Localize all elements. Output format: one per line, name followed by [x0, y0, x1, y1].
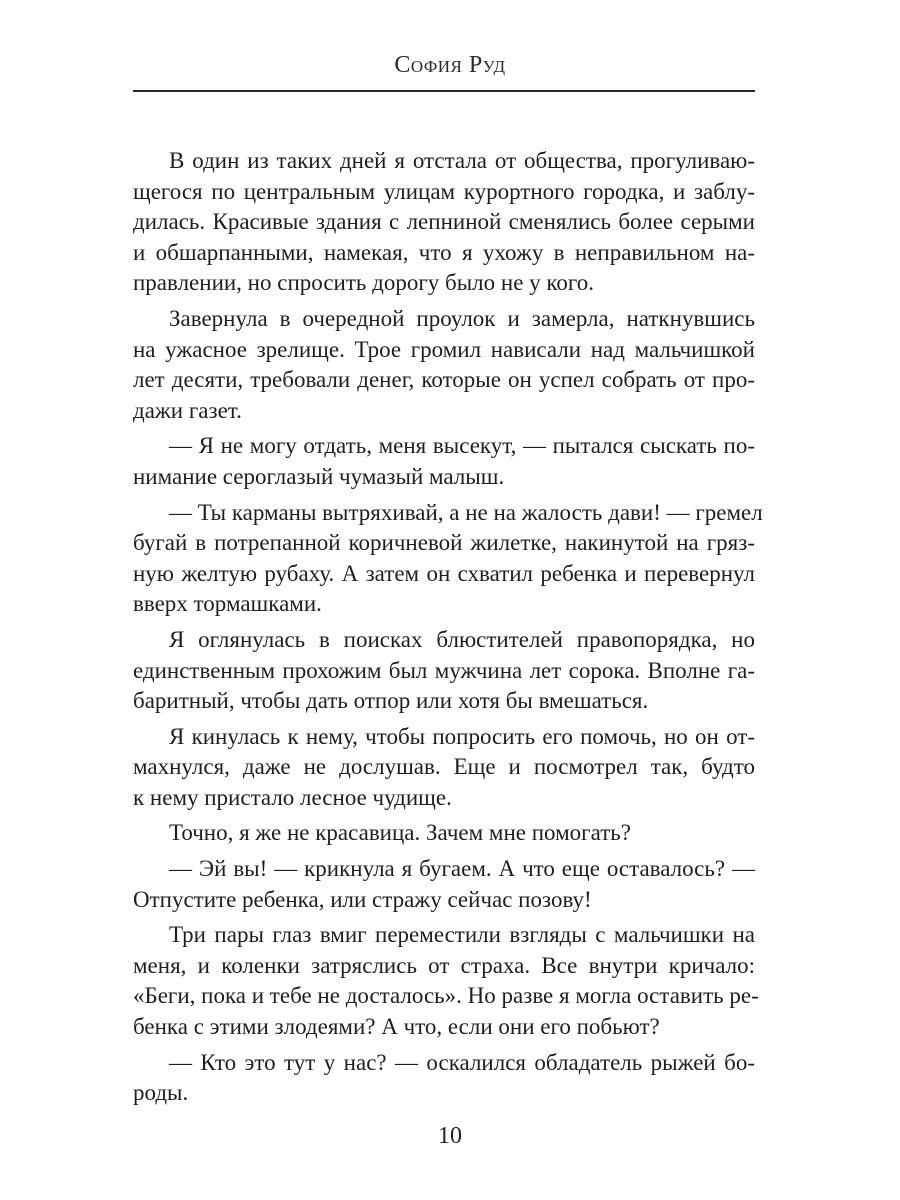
- text-line: «Беги, пока и тебе не досталось». Но разве я могла оставить ре-: [133, 983, 759, 1009]
- text-line: единственным прохожим был мужчина лет сорока. Вполне га-: [133, 657, 755, 683]
- paragraph: [133, 818, 755, 849]
- text-line: баритный, чтобы дать отпор или хотя бы вмешаться.: [133, 688, 649, 714]
- text-line: нимание сероглазый чумазый малыш.: [133, 463, 505, 489]
- text-line: бугай в потрепанной коричневой жилетке, накинутой на гряз-: [133, 530, 755, 556]
- paragraph: [133, 625, 755, 717]
- text-line: правлении, но спросить дорогу было не у кого.: [133, 270, 595, 296]
- text-line: — Я не могу отдать, меня высекут, — пытался сыскать по-: [169, 433, 755, 459]
- paragraph: [133, 431, 755, 492]
- paragraph: [133, 304, 755, 426]
- text-line: В один из таких дней я отстала от общества, прогуливаю-: [169, 148, 755, 173]
- text-line: Я кинулась к нему, чтобы попросить его помочь, но он от-: [169, 723, 755, 749]
- text-line: махнулся, даже не дослушав. Еще и посмотрел так, будто: [133, 754, 755, 780]
- paragraph: [133, 1048, 755, 1109]
- text-line: дажи газет.: [133, 397, 242, 423]
- page-number: 10: [438, 1123, 462, 1149]
- text-line: — Эй вы! — крикнула я бугаем. А что еще оставалось? —: [169, 856, 755, 882]
- paragraph: [133, 920, 759, 1042]
- text-line: меня, и коленки затряслись от страха. Все внутри кричало:: [133, 952, 755, 978]
- text-line: Я оглянулась в поисках блюстителей правопорядка, но: [169, 626, 755, 652]
- header-rule: [133, 90, 755, 92]
- body-text: [133, 146, 763, 1109]
- text-line: лет десяти, требовали денег, которые он успел собрать от про-: [133, 367, 755, 393]
- text-line: на ужасное зрелище. Трое громил нависали над мальчишкой: [133, 336, 755, 362]
- paragraph: [133, 498, 763, 620]
- text-line: ную желтую рубаху. А затем он схватил ребенка и перевернул: [133, 560, 755, 586]
- paragraph: [133, 146, 755, 299]
- text-line: — Ты карманы вытряхивай, а не на жалость дави! — гремел: [169, 499, 763, 525]
- paragraph: [133, 854, 755, 915]
- text-line: роды.: [133, 1080, 189, 1106]
- text-line: Завернула в очередной проулок и замерла, наткнувшись: [169, 305, 755, 331]
- text-line: и обшарпанными, намекая, что я ухожу в неправильном на-: [133, 239, 755, 265]
- text-line: Точно, я же не красавица. Зачем мне помогать?: [169, 820, 631, 846]
- text-line: вверх тормашками.: [133, 591, 322, 617]
- text-line: дилась. Красивые здания с лепниной сменялись более серыми: [133, 209, 755, 235]
- running-head-author: София Руд: [394, 52, 506, 78]
- text-line: к нему пристало лесное чудище.: [133, 784, 452, 810]
- text-line: Три пары глаз вмиг переместили взгляды с мальчишки на: [169, 922, 755, 948]
- paragraph: [133, 722, 755, 814]
- text-line: щегося по центральным улицам курортного городка, и заблу-: [133, 178, 755, 204]
- text-line: Отпустите ребенка, или стражу сейчас позову!: [133, 886, 592, 912]
- text-line: — Кто это тут у нас? — оскалился обладатель рыжей бо-: [169, 1049, 755, 1075]
- text-line: бенка с этими злодеями? А что, если они его побьют?: [133, 1014, 660, 1040]
